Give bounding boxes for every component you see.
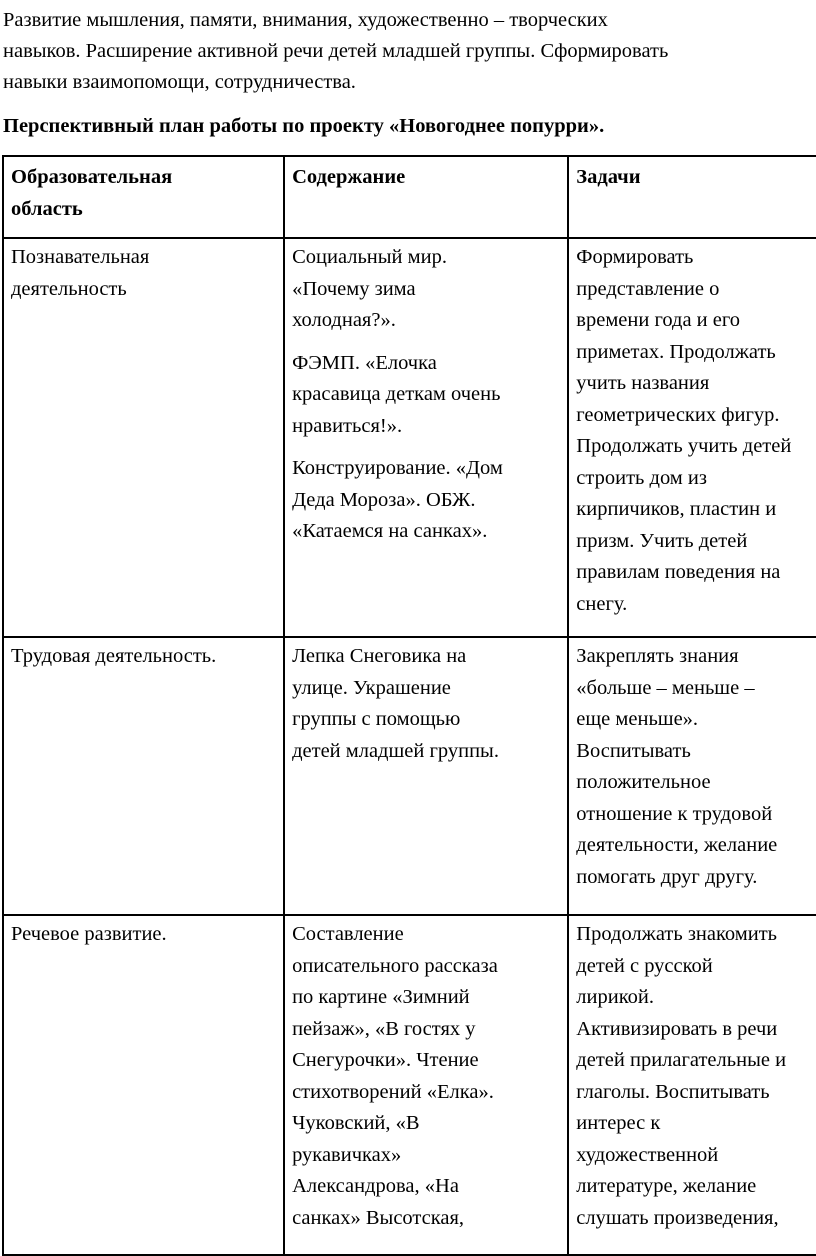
cell-line: еще меньше». — [576, 708, 699, 730]
cell-line: по картине «Зимний — [292, 986, 470, 1008]
cell-line: рукавичках» — [292, 1143, 402, 1166]
cell-line: времени года и его — [576, 309, 741, 331]
cell-line: правилам поведения на — [576, 561, 781, 583]
cell-line: описательного рассказа — [292, 954, 498, 977]
cell-line: красавица деткам очень — [292, 383, 501, 405]
content-paragraph — [292, 348, 567, 443]
cell-line: Александрова, «На — [292, 1175, 459, 1197]
cell-line: слушать произведения, — [576, 1206, 779, 1229]
cell-line: Социальный мир. — [292, 246, 447, 268]
cell-line: ФЭМП. «Елочка — [292, 351, 437, 374]
cell-line: Познавательная — [11, 246, 150, 268]
table-row — [3, 238, 816, 637]
cell-line: деятельность — [11, 277, 127, 300]
content-paragraph — [292, 242, 567, 337]
cell-line: Закреплять знания — [576, 645, 739, 667]
cell-line: пейзаж», «В гостях у — [292, 1017, 476, 1040]
cell-line: «больше – меньше – — [576, 676, 755, 699]
cell-line: положительное — [576, 771, 711, 793]
cell-area — [3, 238, 284, 637]
cell-line: строить дом из — [576, 466, 707, 489]
table-row — [3, 637, 816, 915]
cell-line: «Почему зима — [292, 277, 416, 300]
cell-line: Активизировать в речи — [576, 1017, 778, 1040]
cell-line: отношение к трудовой — [576, 802, 773, 825]
cell-line: литературе, желание — [576, 1175, 757, 1197]
cell-tasks — [568, 637, 816, 915]
cell-line: представление о — [576, 277, 720, 300]
header-line: область — [11, 197, 83, 220]
cell-line: Снегурочки». Чтение — [292, 1049, 479, 1071]
cell-line: Лепка Снеговика на — [292, 645, 467, 667]
header-area — [3, 156, 284, 238]
cell-line: призм. Учить детей — [576, 529, 748, 552]
cell-line: санках» Высотская, — [292, 1206, 465, 1229]
cell-line: Речевое развитие. — [11, 923, 167, 945]
cell-line: улице. Украшение — [292, 676, 451, 699]
cell-line: «Катаемся на санках». — [292, 520, 488, 542]
cell-line: Формировать — [576, 246, 694, 268]
cell-line: снегу. — [576, 592, 628, 615]
intro-line: Развитие мышления, памяти, внимания, художественно – творческих — [3, 9, 608, 31]
cell-content — [284, 915, 568, 1255]
header-line: Содержание — [292, 166, 406, 188]
cell-line: детей прилагательные и — [576, 1049, 787, 1071]
cell-line: Трудовая деятельность. — [11, 645, 217, 667]
cell-line: художественной — [576, 1143, 719, 1166]
table-header-row — [3, 156, 816, 238]
intro-line: навыки взаимопомощи, сотрудничества. — [3, 71, 356, 93]
cell-line: помогать друг другу. — [576, 865, 758, 888]
cell-line: Воспитывать — [576, 739, 691, 762]
cell-area — [3, 915, 284, 1255]
cell-line: лирикой. — [576, 986, 654, 1008]
cell-line: геометрических фигур. — [576, 403, 780, 426]
cell-line: кирпичиков, пластин и — [576, 498, 777, 520]
cell-content — [284, 238, 568, 637]
cell-line: Деда Мороза». ОБЖ. — [292, 488, 476, 511]
cell-line: Составление — [292, 923, 404, 945]
cell-line: детей младшей группы. — [292, 739, 499, 762]
intro-paragraph — [3, 5, 813, 98]
cell-tasks — [568, 915, 816, 1255]
cell-line: приметах. Продолжать — [576, 340, 776, 363]
header-tasks — [568, 156, 816, 238]
cell-line: деятельности, желание — [576, 834, 778, 856]
table-row — [3, 915, 816, 1255]
cell-tasks — [568, 238, 816, 637]
cell-line: детей с русской — [576, 954, 713, 977]
cell-line: учить названия — [576, 372, 710, 394]
cell-line: Продолжать знакомить — [576, 923, 778, 945]
header-content — [284, 156, 568, 238]
cell-line: стихотворений «Елка». — [292, 1080, 494, 1103]
cell-line: глаголы. Воспитывать — [576, 1080, 770, 1103]
intro-line: навыков. Расширение активной речи детей младшей группы. Сформировать — [3, 40, 669, 62]
cell-line: Конструирование. «Дом — [292, 457, 503, 479]
cell-line: группы с помощью — [292, 708, 461, 730]
cell-line: нравиться!». — [292, 414, 403, 437]
content-paragraph — [292, 453, 567, 548]
plan-table — [2, 155, 816, 1256]
cell-line: Чуковский, «В — [292, 1112, 420, 1134]
cell-line: интерес к — [576, 1112, 661, 1134]
header-line: Задачи — [576, 166, 641, 188]
header-line: Образовательная — [11, 166, 173, 188]
cell-line: Продолжать учить детей — [576, 435, 792, 457]
cell-area — [3, 637, 284, 915]
plan-title: Перспективный план работы по проекту «Новогоднее попурри». — [3, 115, 605, 137]
cell-line: холодная?». — [292, 309, 396, 331]
cell-content — [284, 637, 568, 915]
